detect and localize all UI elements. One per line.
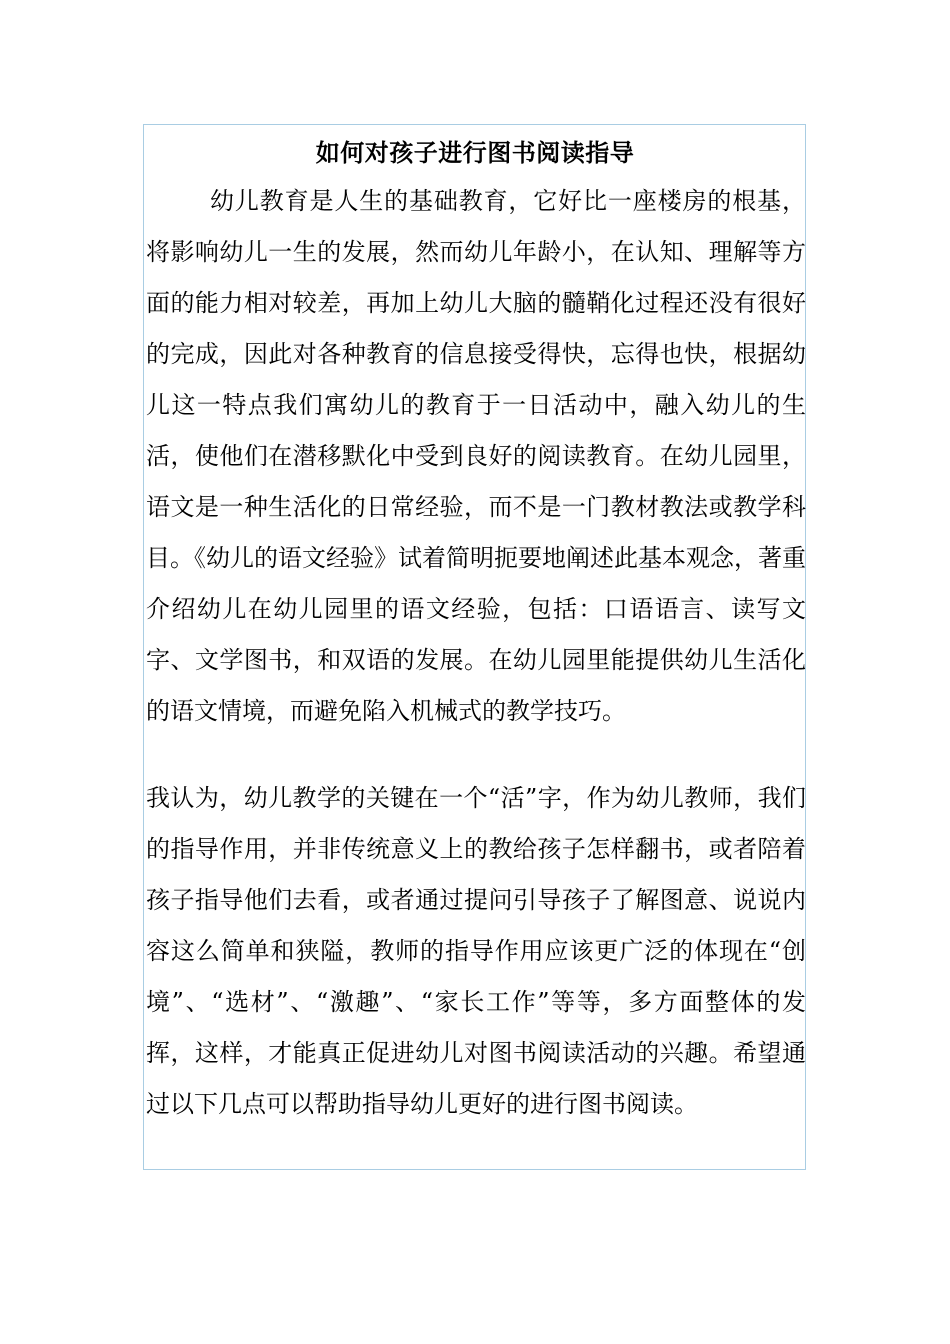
body-paragraph-1: 幼儿教育是人生的基础教育，它好比一座楼房的根基，将影响幼儿一生的发展，然而幼儿年龄小，在认知、理解等方面的能力相对较差，再加上幼儿大脑的髓鞘化过程还没有很好的完成，因此对各种教育的信息接受得快，忘得也快，根据幼儿这一特点我们寓幼儿的教育于一日活动中，融入幼儿的生活，使他们在潜移默化中受到良好的阅读教育。在幼儿园里，语文是一种生活化的日常经验，而不是一门教材教法或教学科目。《幼儿的语文经验》试着简明扼要地阐述此基本观念，著重介绍幼儿在幼儿园里的语文经验，包括：口语语言、读写文字、文学图书，和双语的发展。在幼儿园里能提供幼儿生活化的语文情境，而避免陷入机械式的教学技巧。 xyxy=(146,187,806,725)
body-paragraph-2: 我认为，幼儿教学的关键在一个“活”字，作为幼儿教师，我们的指导作用，并非传统意义上的教给孩子怎样翻书，或者陪着孩子指导他们去看，或者通过提问引导孩子了解图意、说说内容这么简单和狭隘，教师的指导作用应该更广泛的体现在“创境”、“选材”、“激趣”、“家长工作”等等，多方面整体的发挥，这样，才能真正促进幼儿对图书阅读活动的兴趣。希望通过以下几点可以帮助指导幼儿更好的进行图书阅读。 xyxy=(146,784,806,1118)
document-title: 如何对孩子进行图书阅读指导 xyxy=(315,138,635,167)
